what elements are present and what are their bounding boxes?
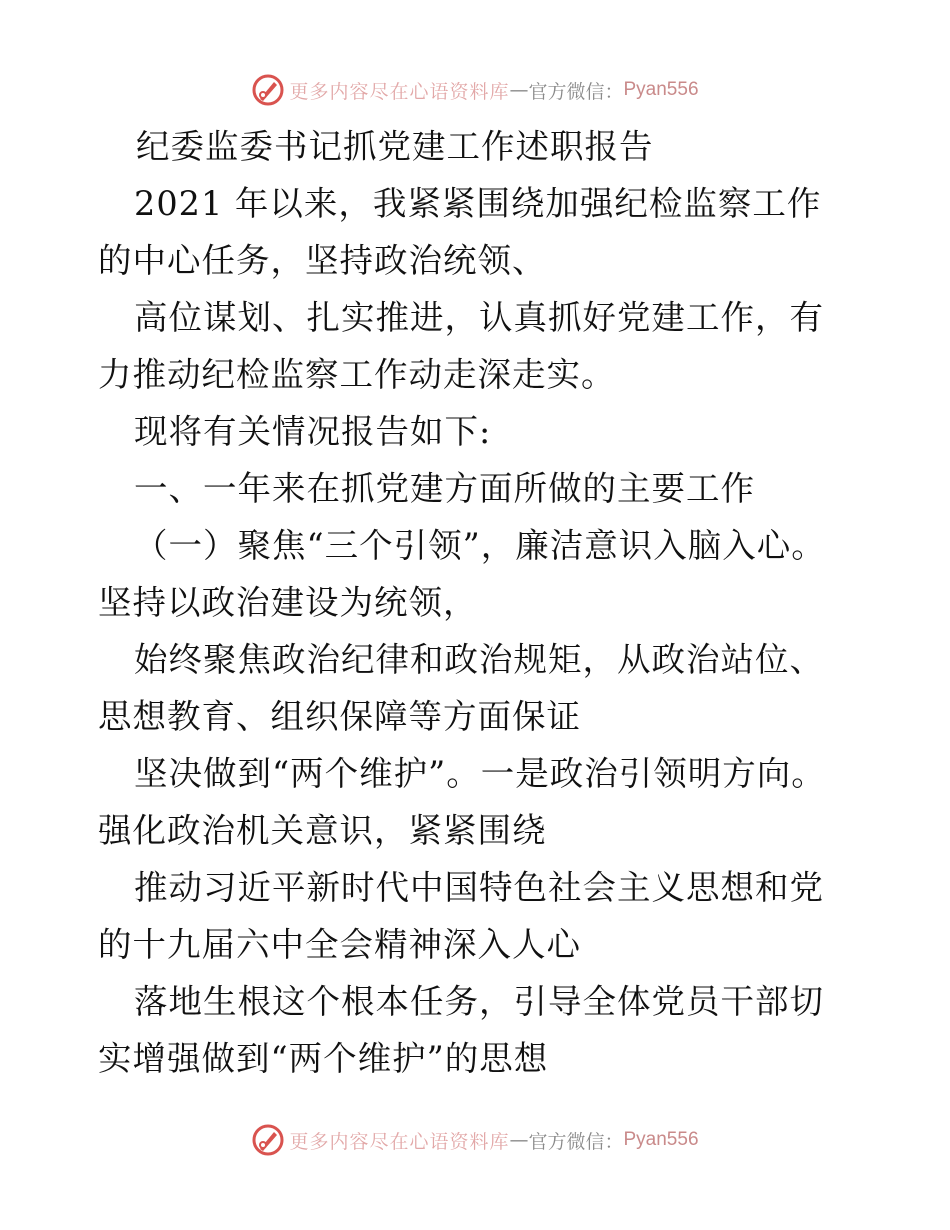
banner-wechat-label: 官方微信： (528, 1130, 624, 1153)
subsection-heading: （一）聚焦“三个引领”，廉洁意识入脑入心。坚持以政治建设为统领， (98, 526, 826, 622)
footer-watermark-banner (0, 1120, 950, 1160)
paragraph: 落地生根这个根本任务，引导全体党员干部切实增强做到“两个维护”的思想 (98, 982, 824, 1078)
paragraph: 坚决做到“两个维护”。一是政治引领明方向。强化政治机关意识，紧紧围绕 (98, 754, 826, 850)
pen-logo-icon (251, 73, 285, 107)
pen-logo-icon (251, 1123, 285, 1157)
banner-wechat-label: 官方微信： (528, 80, 624, 103)
paragraph: 始终聚焦政治纪律和政治规矩，从政治站位、思想教育、组织保障等方面保证 (98, 640, 824, 736)
header-watermark-banner (0, 70, 950, 110)
document-title: 纪委监委书记抓党建工作述职报告 (136, 127, 654, 166)
banner-text: 更多内容尽在心语资料库 (289, 1130, 510, 1153)
paragraph: 高位谋划、扎实推进，认真抓好党建工作，有力推动纪检监察工作动走深走实。 (98, 298, 824, 394)
paragraph: 推动习近平新时代中国特色社会主义思想和党的十九届六中全会精神深入人心 (98, 868, 824, 964)
document-body (98, 118, 850, 1087)
banner-wechat-id: Pyan556 (623, 1129, 699, 1150)
banner-separator: — (509, 1129, 529, 1151)
paragraph: 2021 年以来，我紧紧围绕加强纪检监察工作的中心任务，坚持政治统领、 (98, 184, 822, 280)
banner-separator: — (509, 79, 529, 101)
section-heading: 一、一年来在抓党建方面所做的主要工作 (134, 469, 755, 508)
paragraph: 现将有关情况报告如下: (134, 412, 492, 451)
banner-wechat-id: Pyan556 (623, 79, 699, 100)
banner-text: 更多内容尽在心语资料库 (289, 80, 510, 103)
